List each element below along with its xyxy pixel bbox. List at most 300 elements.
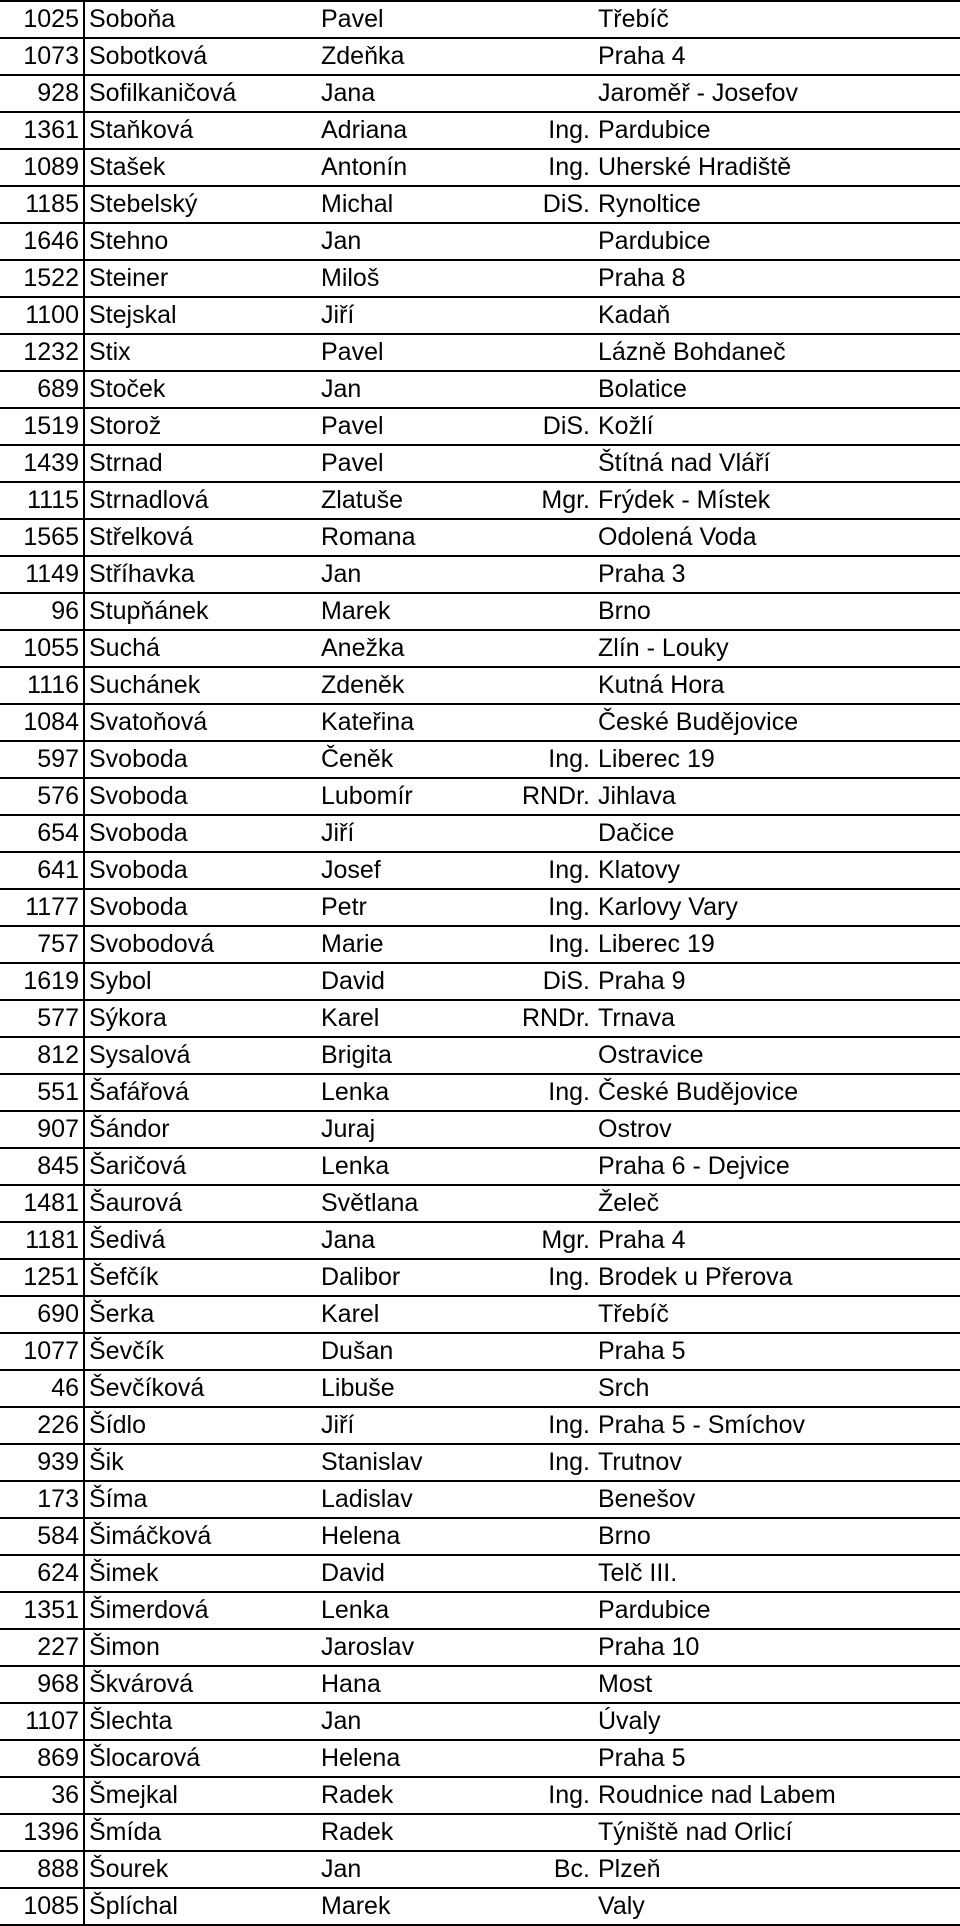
cell-first-name: Zdeňka [321, 42, 405, 70]
cell-first-name: Pavel [321, 5, 384, 33]
cell-title [502, 1592, 594, 1629]
cell-city: Praha 5 [598, 1337, 686, 1365]
cell-id: 624 [0, 1555, 84, 1592]
cell-first-name: Jana [321, 1226, 376, 1254]
cell-id: 1055 [0, 630, 84, 667]
cell-id: 1519 [0, 408, 84, 445]
cell-surname: Šaričová [89, 1152, 187, 1180]
cell-city: Praha 6 - Dejvice [598, 1152, 790, 1180]
table-row [0, 1, 960, 38]
table-row [0, 1074, 960, 1111]
cell-title [502, 1370, 594, 1407]
cell-surname: Staňková [89, 116, 194, 144]
cell-title: Mgr. [541, 486, 590, 514]
cell-id: 845 [0, 1148, 84, 1185]
cell-surname: Šerka [89, 1300, 155, 1328]
table-row [0, 1000, 960, 1037]
cell-city: Telč III. [598, 1559, 678, 1587]
cell-surname: Storož [89, 412, 162, 440]
cell-title [502, 1481, 594, 1518]
cell-surname: Svoboda [89, 782, 188, 810]
cell-id: 1085 [0, 1888, 84, 1925]
cell-title: RNDr. [521, 1004, 590, 1032]
table-row [0, 593, 960, 630]
cell-id: 690 [0, 1296, 84, 1333]
cell-first-name: Jan [321, 1707, 362, 1735]
table-row [0, 926, 960, 963]
cell-title: Ing. [548, 893, 590, 921]
cell-id: 1439 [0, 445, 84, 482]
cell-id: 654 [0, 815, 84, 852]
cell-surname: Šmída [89, 1818, 162, 1846]
table-row [0, 223, 960, 260]
cell-title: Mgr. [541, 1226, 590, 1254]
cell-id: 888 [0, 1851, 84, 1888]
table-row [0, 1481, 960, 1518]
cell-first-name: Lenka [321, 1152, 390, 1180]
table-row [0, 1296, 960, 1333]
table-row [0, 1703, 960, 1740]
cell-id: 812 [0, 1037, 84, 1074]
cell-city: Most [598, 1670, 653, 1698]
cell-title: DiS. [542, 190, 590, 218]
cell-city: Brno [598, 597, 651, 625]
table-row [0, 741, 960, 778]
cell-id: 1100 [0, 297, 84, 334]
cell-first-name: Jana [321, 79, 376, 107]
table-row [0, 297, 960, 334]
cell-first-name: Dušan [321, 1337, 394, 1365]
cell-city: Praha 3 [598, 560, 686, 588]
cell-first-name: Karel [321, 1300, 380, 1328]
cell-first-name: Kateřina [321, 708, 415, 736]
cell-city: Benešov [598, 1485, 696, 1513]
cell-title [502, 75, 594, 112]
table-row [0, 1111, 960, 1148]
cell-title [502, 1666, 594, 1703]
table-row [0, 1777, 960, 1814]
cell-title: Ing. [548, 856, 590, 884]
cell-id: 1361 [0, 112, 84, 149]
cell-first-name: Jiří [321, 301, 355, 329]
cell-title: DiS. [542, 412, 590, 440]
cell-id: 1115 [0, 482, 84, 519]
table-row [0, 1592, 960, 1629]
cell-surname: Šimek [89, 1559, 159, 1587]
cell-city: Jihlava [598, 782, 676, 810]
cell-first-name: Antonín [321, 153, 408, 181]
cell-city: Ostravice [598, 1041, 704, 1069]
cell-first-name: David [321, 1559, 385, 1587]
cell-city: Srch [598, 1374, 650, 1402]
cell-surname: Stříhavka [89, 560, 195, 588]
cell-id: 1077 [0, 1333, 84, 1370]
cell-title [502, 1111, 594, 1148]
cell-surname: Stupňánek [89, 597, 209, 625]
cell-city: Třebíč [598, 5, 669, 33]
cell-city: Valy [598, 1892, 645, 1920]
cell-first-name: David [321, 967, 385, 995]
cell-city: Trutnov [598, 1448, 682, 1476]
table-row [0, 1333, 960, 1370]
cell-city: Úvaly [598, 1707, 661, 1735]
cell-id: 1149 [0, 556, 84, 593]
cell-city: Dačice [598, 819, 675, 847]
cell-surname: Svatoňová [89, 708, 208, 736]
cell-title [502, 223, 594, 260]
table-row [0, 1740, 960, 1777]
cell-id: 1084 [0, 704, 84, 741]
cell-first-name: Lenka [321, 1596, 390, 1624]
cell-first-name: Zdeněk [321, 671, 405, 699]
table-row [0, 704, 960, 741]
cell-surname: Strnad [89, 449, 163, 477]
cell-surname: Šlechta [89, 1707, 173, 1735]
cell-id: 907 [0, 1111, 84, 1148]
table-row [0, 1222, 960, 1259]
table-row [0, 408, 960, 445]
cell-first-name: Marie [321, 930, 384, 958]
cell-first-name: Zlatuše [321, 486, 403, 514]
table-row [0, 1666, 960, 1703]
cell-surname: Škvárová [89, 1670, 194, 1698]
table-row [0, 1888, 960, 1925]
table-row [0, 889, 960, 926]
cell-id: 1396 [0, 1814, 84, 1851]
cell-surname: Střelková [89, 523, 194, 551]
cell-title [502, 1814, 594, 1851]
cell-first-name: Jan [321, 227, 362, 255]
cell-title [502, 704, 594, 741]
cell-city: Praha 5 [598, 1744, 686, 1772]
table-row [0, 1185, 960, 1222]
cell-id: 46 [0, 1370, 84, 1407]
cell-first-name: Romana [321, 523, 416, 551]
cell-title [502, 1037, 594, 1074]
cell-id: 1646 [0, 223, 84, 260]
table-row [0, 1037, 960, 1074]
cell-first-name: Marek [321, 1892, 391, 1920]
cell-id: 1181 [0, 1222, 84, 1259]
cell-surname: Šlocarová [89, 1744, 201, 1772]
cell-id: 1185 [0, 186, 84, 223]
cell-city: Liberec 19 [598, 930, 715, 958]
cell-id: 968 [0, 1666, 84, 1703]
cell-first-name: Lenka [321, 1078, 390, 1106]
cell-title [502, 445, 594, 482]
cell-surname: Stoček [89, 375, 166, 403]
cell-city: Uherské Hradiště [598, 153, 792, 181]
cell-id: 1565 [0, 519, 84, 556]
cell-title: DiS. [542, 967, 590, 995]
cell-id: 36 [0, 1777, 84, 1814]
cell-city: Brno [598, 1522, 651, 1550]
cell-id: 1251 [0, 1259, 84, 1296]
cell-id: 551 [0, 1074, 84, 1111]
cell-surname: Suchánek [89, 671, 201, 699]
cell-city: Plzeň [598, 1855, 661, 1883]
cell-title: Ing. [548, 1448, 590, 1476]
cell-id: 1232 [0, 334, 84, 371]
cell-city: Praha 9 [598, 967, 686, 995]
table-row [0, 519, 960, 556]
cell-id: 928 [0, 75, 84, 112]
cell-title: Ing. [548, 930, 590, 958]
cell-id: 576 [0, 778, 84, 815]
cell-surname: Sobotková [89, 42, 208, 70]
cell-title [502, 1185, 594, 1222]
table-row [0, 75, 960, 112]
cell-title [502, 593, 594, 630]
cell-title: Ing. [548, 1078, 590, 1106]
cell-surname: Stejskal [89, 301, 177, 329]
cell-id: 1089 [0, 149, 84, 186]
cell-id: 1073 [0, 38, 84, 75]
cell-id: 96 [0, 593, 84, 630]
cell-surname: Šimon [89, 1633, 160, 1661]
table-row [0, 1407, 960, 1444]
cell-title [502, 371, 594, 408]
cell-surname: Šimáčková [89, 1522, 212, 1550]
cell-title [502, 1629, 594, 1666]
cell-surname: Sýkora [89, 1004, 167, 1032]
cell-title [502, 630, 594, 667]
cell-city: Brodek u Přerova [598, 1263, 793, 1291]
table-row [0, 38, 960, 75]
table-row [0, 1814, 960, 1851]
cell-city: Kožlí [598, 412, 654, 440]
cell-surname: Svoboda [89, 819, 188, 847]
cell-id: 597 [0, 741, 84, 778]
cell-title [502, 1555, 594, 1592]
cell-id: 1522 [0, 260, 84, 297]
cell-first-name: Radek [321, 1818, 394, 1846]
table-row [0, 630, 960, 667]
table-row [0, 1259, 960, 1296]
cell-first-name: Marek [321, 597, 391, 625]
cell-title [502, 1740, 594, 1777]
cell-first-name: Petr [321, 893, 367, 921]
cell-city: Klatovy [598, 856, 680, 884]
cell-id: 689 [0, 371, 84, 408]
cell-surname: Svobodová [89, 930, 215, 958]
cell-city: Ostrov [598, 1115, 672, 1143]
cell-first-name: Josef [321, 856, 381, 884]
cell-first-name: Pavel [321, 338, 384, 366]
cell-title [502, 1888, 594, 1925]
table-row [0, 149, 960, 186]
cell-id: 1481 [0, 1185, 84, 1222]
table-row [0, 1444, 960, 1481]
cell-id: 869 [0, 1740, 84, 1777]
cell-city: Praha 4 [598, 42, 686, 70]
cell-first-name: Jiří [321, 1411, 355, 1439]
cell-title [502, 667, 594, 704]
cell-surname: Sysalová [89, 1041, 191, 1069]
cell-title: Ing. [548, 153, 590, 181]
cell-first-name: Libuše [321, 1374, 395, 1402]
cell-city: Praha 4 [598, 1226, 686, 1254]
table-row [0, 852, 960, 889]
cell-title: Ing. [548, 745, 590, 773]
cell-surname: Stašek [89, 153, 166, 181]
cell-city: Želeč [598, 1189, 660, 1217]
cell-id: 1025 [0, 1, 84, 38]
cell-surname: Šefčík [89, 1263, 159, 1291]
cell-city: Rynoltice [598, 190, 701, 218]
cell-surname: Svoboda [89, 893, 188, 921]
cell-surname: Šimerdová [89, 1596, 209, 1624]
cell-first-name: Brigita [321, 1041, 392, 1069]
cell-title [502, 519, 594, 556]
cell-first-name: Karel [321, 1004, 380, 1032]
cell-surname: Šik [89, 1448, 124, 1476]
cell-first-name: Juraj [321, 1115, 376, 1143]
table-row [0, 112, 960, 149]
cell-surname: Svoboda [89, 745, 188, 773]
cell-title [502, 1, 594, 38]
cell-surname: Ševčík [89, 1337, 165, 1365]
cell-id: 577 [0, 1000, 84, 1037]
table-row [0, 334, 960, 371]
cell-first-name: Ladislav [321, 1485, 413, 1513]
table-row [0, 556, 960, 593]
cell-city: Praha 5 - Smíchov [598, 1411, 806, 1439]
cell-first-name: Čeněk [321, 745, 394, 773]
cell-surname: Suchá [89, 634, 160, 662]
cell-surname: Steiner [89, 264, 169, 292]
table-row [0, 963, 960, 1000]
cell-id: 641 [0, 852, 84, 889]
table-row [0, 371, 960, 408]
cell-first-name: Michal [321, 190, 394, 218]
cell-city: České Budějovice [598, 1078, 799, 1106]
cell-city: Frýdek - Místek [598, 486, 771, 514]
cell-city: Týniště nad Orlicí [598, 1818, 793, 1846]
cell-city: Jaroměř - Josefov [598, 79, 799, 107]
cell-id: 227 [0, 1629, 84, 1666]
cell-city: Praha 10 [598, 1633, 700, 1661]
cell-title [502, 1518, 594, 1555]
cell-title: Ing. [548, 116, 590, 144]
cell-id: 226 [0, 1407, 84, 1444]
cell-title: Ing. [548, 1411, 590, 1439]
cell-first-name: Jaroslav [321, 1633, 415, 1661]
cell-surname: Ševčíková [89, 1374, 205, 1402]
cell-surname: Stehno [89, 227, 169, 255]
cell-id: 1619 [0, 963, 84, 1000]
cell-city: Zlín - Louky [598, 634, 729, 662]
cell-id: 757 [0, 926, 84, 963]
cell-title [502, 297, 594, 334]
table-row [0, 482, 960, 519]
cell-id: 1177 [0, 889, 84, 926]
cell-first-name: Adriana [321, 116, 408, 144]
cell-surname: Sofilkaničová [89, 79, 237, 107]
cell-first-name: Miloš [321, 264, 380, 292]
cell-first-name: Jiří [321, 819, 355, 847]
cell-first-name: Hana [321, 1670, 381, 1698]
cell-first-name: Jan [321, 1855, 362, 1883]
table-row [0, 667, 960, 704]
table-row [0, 1851, 960, 1888]
cell-city: Třebíč [598, 1300, 669, 1328]
cell-surname: Sybol [89, 967, 152, 995]
cell-surname: Šourek [89, 1855, 169, 1883]
cell-city: Odolená Voda [598, 523, 757, 551]
cell-id: 1116 [0, 667, 84, 704]
cell-id: 1107 [0, 1703, 84, 1740]
cell-surname: Šmejkal [89, 1781, 178, 1809]
cell-city: Roudnice nad Labem [598, 1781, 836, 1809]
cell-city: Praha 8 [598, 264, 686, 292]
cell-surname: Šíma [89, 1485, 148, 1513]
cell-title [502, 260, 594, 297]
cell-id: 584 [0, 1518, 84, 1555]
cell-surname: Soboňa [89, 5, 176, 33]
table-row [0, 1629, 960, 1666]
cell-first-name: Jan [321, 375, 362, 403]
cell-first-name: Světlana [321, 1189, 419, 1217]
cell-title: Ing. [548, 1263, 590, 1291]
cell-surname: Šafářová [89, 1078, 190, 1106]
cell-city: Bolatice [598, 375, 687, 403]
cell-title [502, 334, 594, 371]
cell-first-name: Helena [321, 1744, 401, 1772]
cell-surname: Šándor [89, 1115, 170, 1143]
cell-surname: Strnadlová [89, 486, 209, 514]
cell-surname: Stix [89, 338, 131, 366]
cell-city: Pardubice [598, 116, 711, 144]
participant-rows [0, 1, 960, 1925]
table-row [0, 260, 960, 297]
cell-first-name: Dalibor [321, 1263, 401, 1291]
cell-city: Trnava [598, 1004, 675, 1032]
cell-title: Ing. [548, 1781, 590, 1809]
cell-surname: Stebelský [89, 190, 198, 218]
table-row [0, 445, 960, 482]
table-row [0, 186, 960, 223]
cell-title [502, 1333, 594, 1370]
cell-title [502, 556, 594, 593]
cell-surname: Svoboda [89, 856, 188, 884]
cell-city: Lázně Bohdaneč [598, 338, 786, 366]
cell-city: Kadaň [598, 301, 671, 329]
cell-title: RNDr. [521, 782, 590, 810]
cell-city: Liberec 19 [598, 745, 715, 773]
table-row [0, 778, 960, 815]
cell-surname: Šídlo [89, 1411, 146, 1439]
table-row [0, 1370, 960, 1407]
cell-first-name: Radek [321, 1781, 394, 1809]
cell-city: Kutná Hora [598, 671, 725, 699]
table-row [0, 815, 960, 852]
cell-first-name: Lubomír [321, 782, 413, 810]
cell-surname: Šaurová [89, 1189, 183, 1217]
cell-first-name: Pavel [321, 412, 384, 440]
cell-city: Pardubice [598, 227, 711, 255]
cell-first-name: Pavel [321, 449, 384, 477]
table-row [0, 1518, 960, 1555]
cell-city: České Budějovice [598, 708, 799, 736]
cell-title [502, 1148, 594, 1185]
cell-title [502, 1703, 594, 1740]
cell-title [502, 38, 594, 75]
cell-first-name: Anežka [321, 634, 405, 662]
cell-title [502, 815, 594, 852]
cell-surname: Šedivá [89, 1226, 166, 1254]
cell-first-name: Jan [321, 560, 362, 588]
